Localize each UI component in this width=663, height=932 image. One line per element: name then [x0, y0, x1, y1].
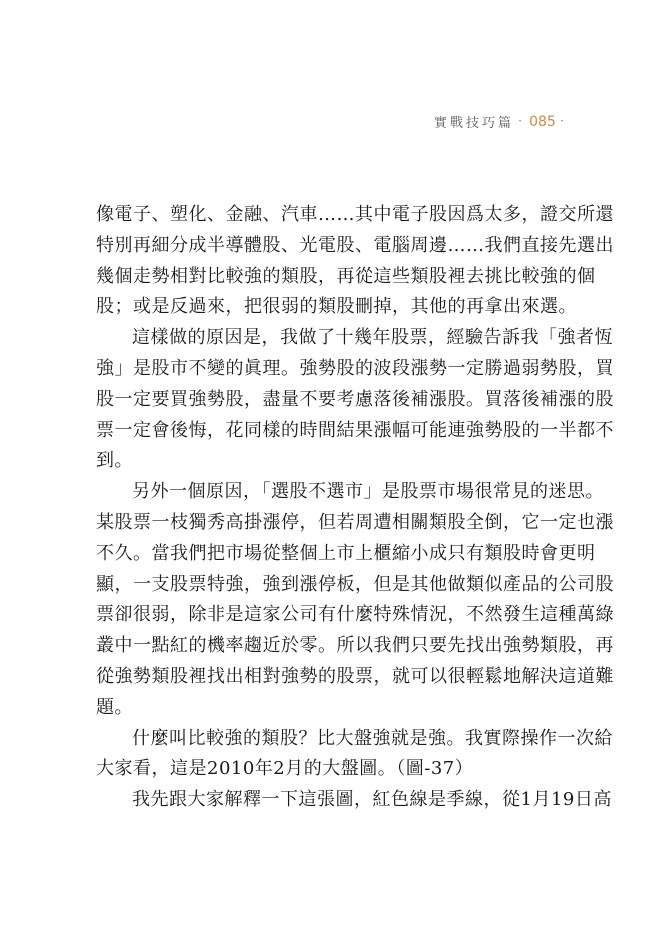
text-line: 股一定要買強勢股，盡量不要考慮落後補漲股。買落後補漲的股: [96, 388, 614, 410]
text-line: 不久。當我們把市場從整個上市上櫃縮小成只有類股時會更明: [96, 542, 596, 564]
body-text: [96, 200, 614, 816]
text-line: 票一定會後悔，花同樣的時間結果漲幅可能連強勢股的一半都不: [96, 419, 614, 441]
text-line: 強」是股市不變的眞理。強勢股的波段漲勢一定勝過弱勢股，買: [96, 357, 614, 379]
text-line: 特別再細分成半導體股、光電股、電腦周邊……我們直接先選出: [96, 234, 614, 256]
text-line: 像電子、塑化、金融、汽車……其中電子股因爲太多，證交所還: [96, 204, 614, 225]
text-line: 股；或是反過來，把很弱的類股刪掉，其他的再拿出來選。: [96, 296, 577, 318]
text-line: 幾個走勢相對比較強的類股，再從這些類股裡去挑比較強的個: [96, 265, 596, 287]
text-line: 某股票一枝獨秀高掛漲停，但若周遭相關類股全倒，它一定也漲: [96, 511, 614, 533]
running-head: [434, 112, 571, 131]
paragraph-start: 另外一個原因，「選股不選市」是股票市場很常見的迷思。: [132, 481, 604, 503]
text-line: 題。: [96, 696, 133, 718]
text-line: 票卻很弱，除非是這家公司有什麼特殊情況，不然發生這種萬綠: [96, 604, 614, 626]
separator-dot: ·: [517, 114, 526, 129]
section-title: 實戰技巧篇: [433, 116, 514, 131]
text-line: 顯，一支股票特強，強到漲停板，但是其他做類似產品的公司股: [96, 573, 614, 595]
page-number: 085: [529, 113, 556, 130]
paragraph-start: 這樣做的原因是，我做了十幾年股票，經驗告訴我「強者恆: [132, 327, 613, 349]
paragraph-start: 我先跟大家解釋一下這張圖，紅色線是季線，從1月19日高: [132, 789, 612, 811]
separator-dot: ·: [559, 114, 567, 129]
text-line: 大家看，這是2010年2月的大盤圖。（圖-37）: [96, 758, 474, 780]
text-line: 叢中一點紅的機率趨近於零。所以我們只要先找出強勢類股，再: [96, 635, 614, 657]
paragraph-start: 什麼叫比較強的類股？比大盤強就是強。我實際操作一次給: [132, 727, 613, 749]
text-line: 從強勢類股裡找出相對強勢的股票，就可以很輕鬆地解決這道難: [96, 665, 614, 687]
text-line: 到。: [96, 450, 133, 472]
